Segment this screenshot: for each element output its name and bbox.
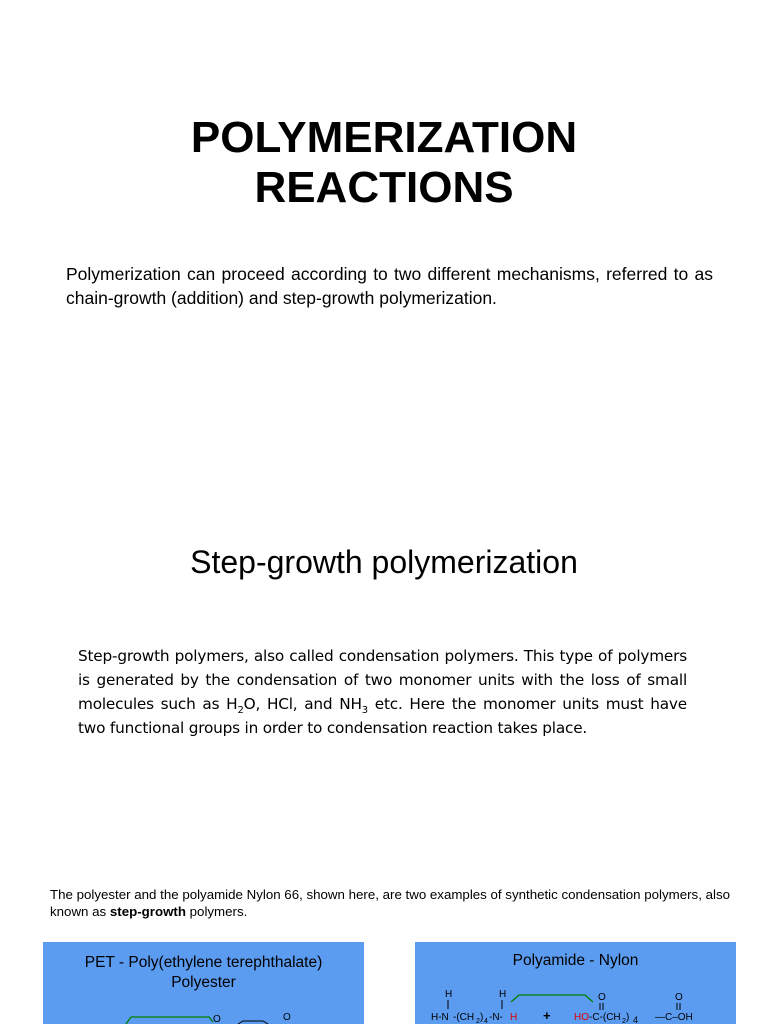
step-text-2: O, HCl, and NH <box>243 695 362 713</box>
nylon-acid-ho-red: HO <box>574 1012 589 1023</box>
pet-title-line-2: Polyester <box>171 974 236 991</box>
nylon-o-top-2: O <box>675 992 683 1003</box>
nylon-acid-chain: -C-(CH <box>589 1012 621 1023</box>
nylon-amine-h-red: H <box>510 1012 518 1023</box>
nylon-amine-sub-2: 2 <box>476 1018 480 1024</box>
nylon-h-top-2: H <box>499 989 507 1000</box>
pet-polyester-panel <box>43 942 364 1024</box>
nylon-green-bond <box>511 995 593 1002</box>
nylon-h-top-1: H <box>445 989 453 1000</box>
nylon-plus-sign: + <box>543 1008 551 1023</box>
nylon-panel-title: Polyamide - Nylon <box>512 952 639 969</box>
nylon-amine-chain: -(CH <box>453 1012 475 1023</box>
section-heading: Step-growth polymerization <box>190 544 578 580</box>
nylon-acid-tail: —C–OH <box>655 1012 693 1023</box>
nylon-amine-n: -N- <box>489 1012 503 1023</box>
pet-o-label-1: O <box>213 1014 221 1024</box>
nylon-amine-left: H-N <box>431 1012 449 1023</box>
step-sub-2: 3 <box>361 705 368 717</box>
examples-paragraph <box>50 886 730 920</box>
title-line-1: POLYMERIZATION <box>190 113 578 162</box>
examples-bold: step-growth <box>109 904 186 919</box>
pet-o-label-2: O <box>283 1012 291 1023</box>
nylon-acid-close: ) <box>626 1012 630 1023</box>
nylon-amine-close: ) <box>480 1012 484 1023</box>
pet-structure-diagram <box>43 942 364 1024</box>
step-text-1: Step-growth polymers, also called condensation polymers. This type of polymers is generated by the condensation of two monomer units with the loss of small molecules such as H <box>78 647 687 713</box>
page-title <box>0 113 768 213</box>
nylon-acid-sub-4: 4 <box>633 1015 639 1024</box>
polyamide-nylon-panel <box>415 942 736 1024</box>
nylon-acid-sub-2: 2 <box>622 1018 626 1024</box>
examples-text-before: The polyester and the polyamide Nylon 66, shown here, are two examples of synthetic condensation polymers, also known as <box>50 887 730 919</box>
title-line-2: REACTIONS <box>254 163 514 212</box>
nylon-o-top-1: O <box>598 992 606 1003</box>
nylon-amine-sub-4: 4 <box>484 1018 488 1024</box>
pet-green-bond <box>126 1017 213 1024</box>
pet-title-line-1: PET - Poly(ethylene terephthalate) <box>84 954 323 971</box>
step-text-3: etc. Here the monomer units must have two functional groups in order to condensation reaction takes place. <box>78 695 687 737</box>
step-sub-1: 2 <box>237 705 244 717</box>
nylon-structure-diagram <box>415 942 736 1024</box>
step-growth-paragraph <box>78 644 687 740</box>
intro-paragraph: Polymerization can proceed according to two different mechanisms, referred to as chain-growth (addition) and step-growth polymerization. <box>66 264 713 308</box>
examples-text-after: polymers. <box>185 904 248 919</box>
